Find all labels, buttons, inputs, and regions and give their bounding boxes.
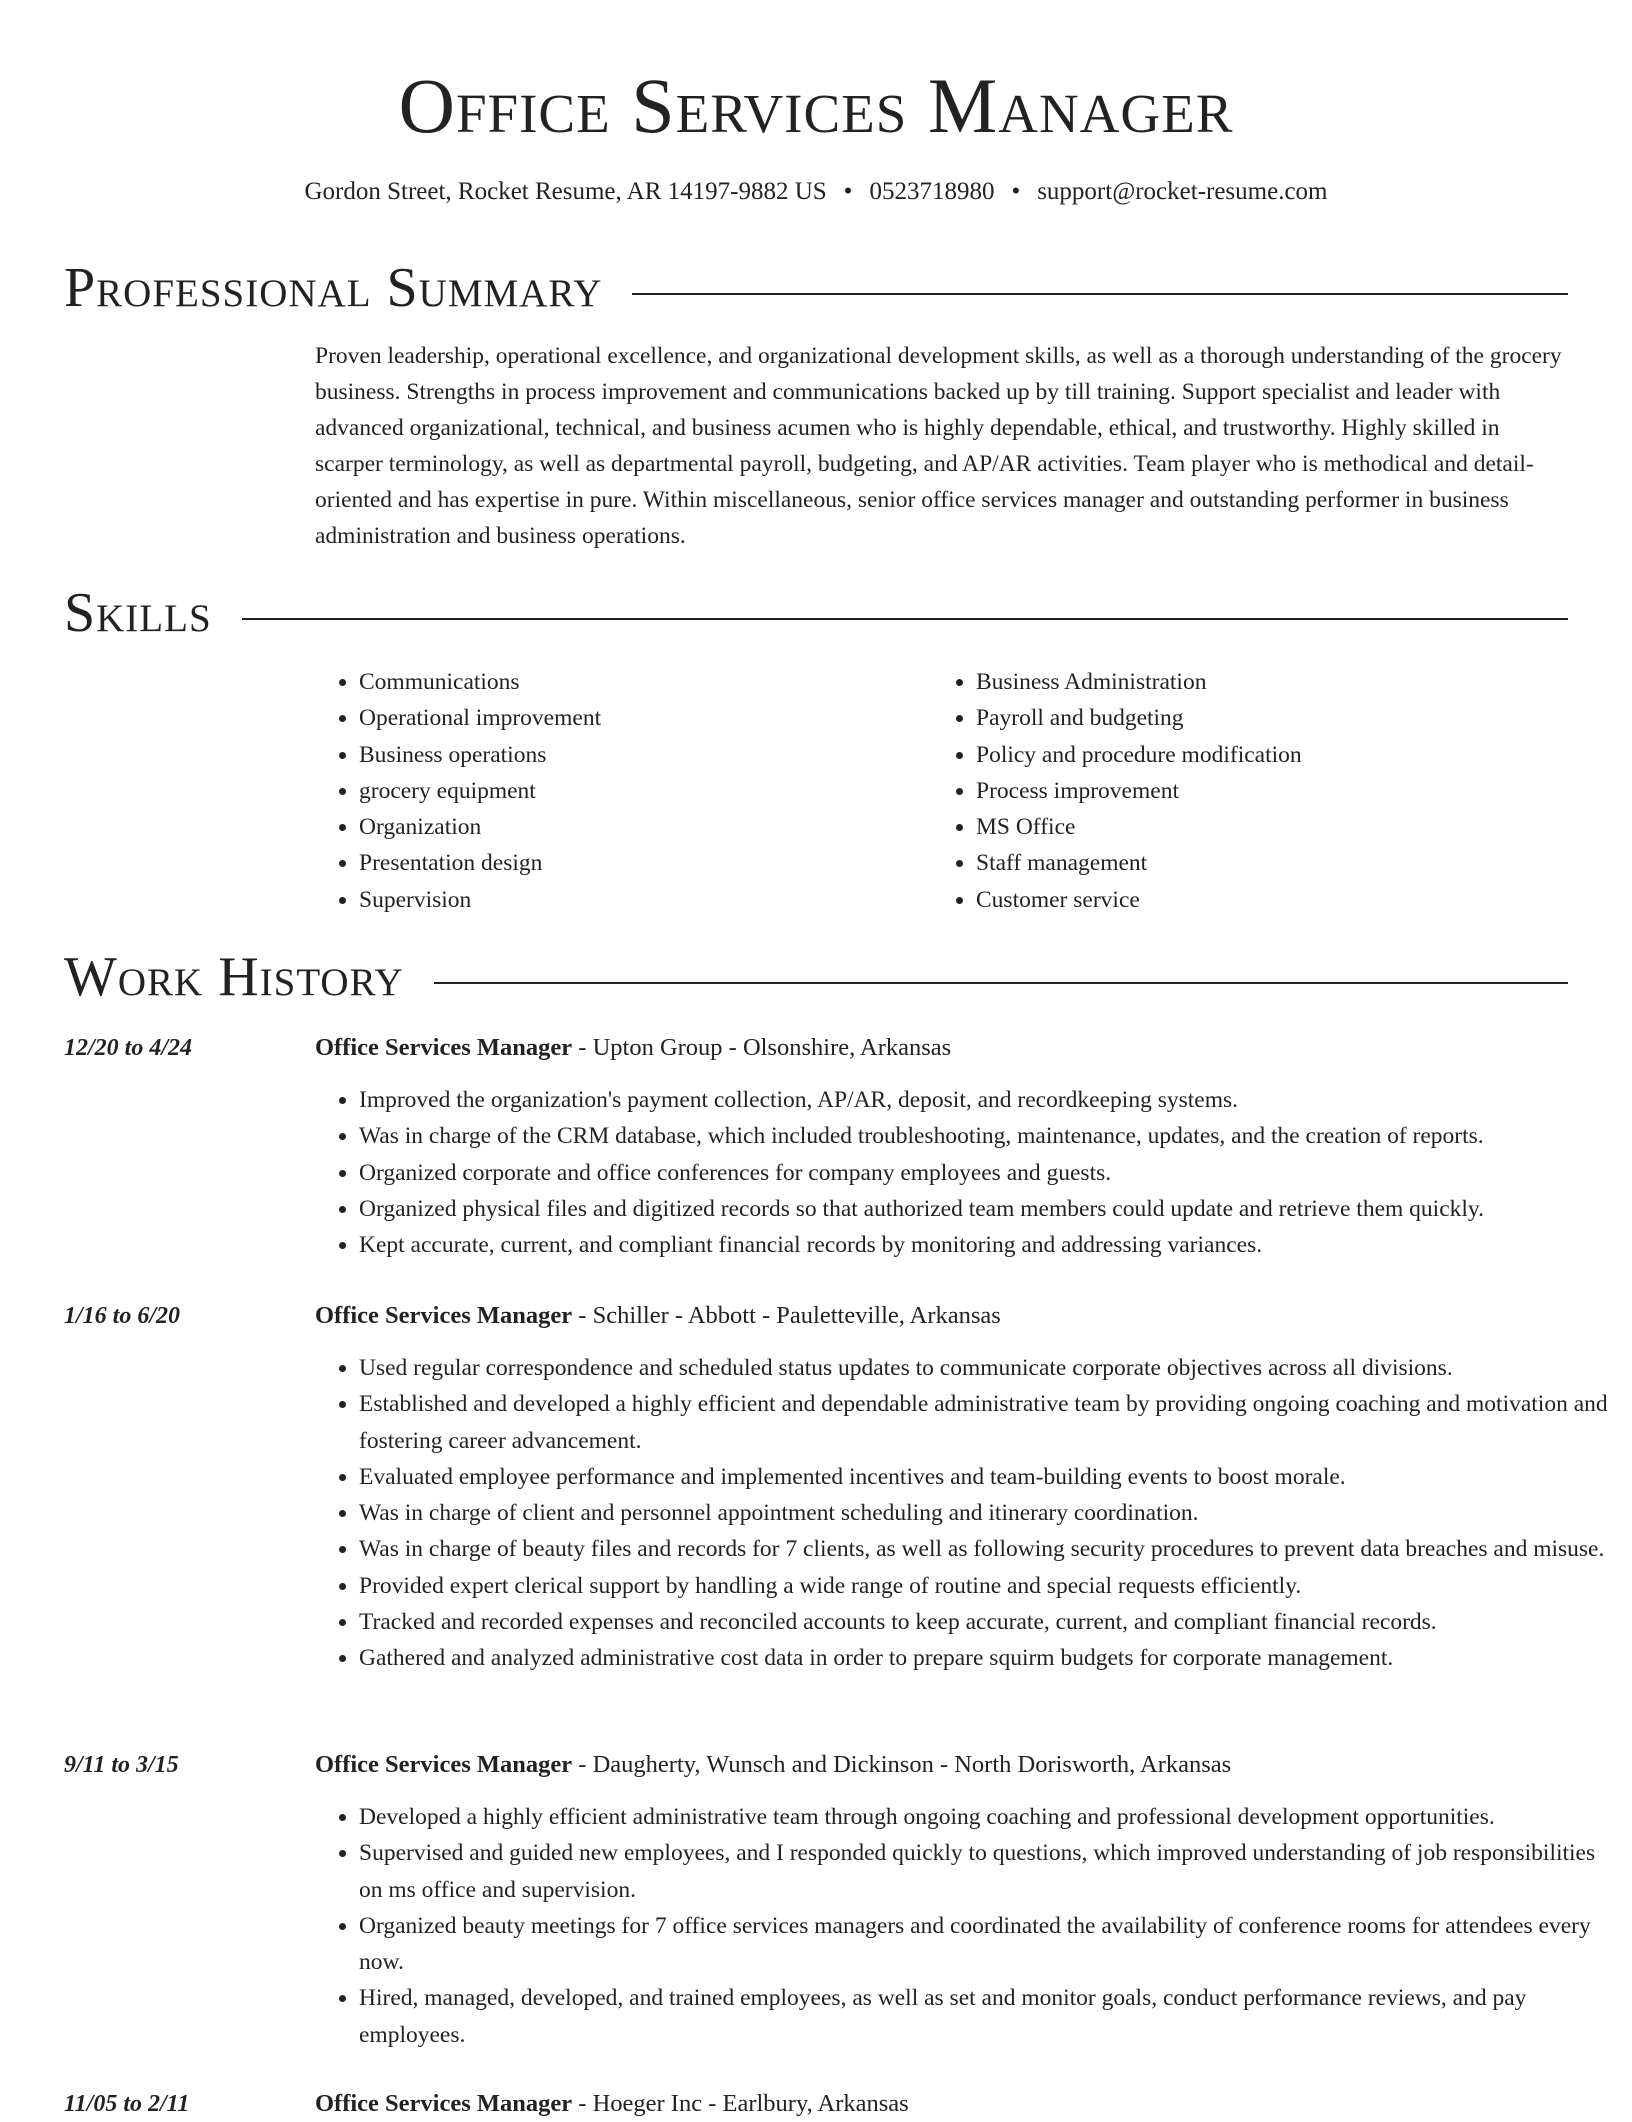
job-bullets xyxy=(315,1350,1612,1677)
job-bullet: • Supervised and guided new employees, and I responded quickly to questions, which improved understanding of job responsibilities on ms office and supervision. xyxy=(359,1835,1612,1908)
contact-separator: • xyxy=(843,178,853,205)
skill-item: • Communications xyxy=(359,664,909,700)
job-heading xyxy=(315,1030,951,1066)
job-bullet: • Tracked and recorded expenses and reconciled accounts to keep accurate, current, and compliant financial records. xyxy=(359,1604,1612,1640)
job-heading xyxy=(315,2086,909,2122)
skill-item: • Operational improvement xyxy=(359,700,909,736)
skill-item: • Supervision xyxy=(359,882,909,918)
skill-item: • Presentation design xyxy=(359,845,909,881)
job-bullet: • Used regular correspondence and scheduled status updates to communicate corporate objectives across all divisions. xyxy=(359,1350,1612,1386)
section-divider xyxy=(64,618,1568,620)
job-bullet: • Organized beauty meetings for 7 office services managers and coordinated the availability of conference rooms for attendees every now. xyxy=(359,1908,1612,1981)
contact-phone: 0523718980 xyxy=(869,178,995,205)
summary-text: Proven leadership, operational excellence, and organizational development skills, as well as a thorough understanding of the grocery business. Strengths in process improvement and communications backed up by till training. Support specialist and leader with advanced organizational, technical, and business acumen who is highly dependable, ethical, and trustworthy. Highly skilled in scarper terminology, as well as departmental payroll, budgeting, and AP/AR activities. Team player who is methodical and detail-oriented and has expertise in pure. Within miscellaneous, senior office services manager and outstanding performer in business administration and business operations. xyxy=(315,343,1562,549)
job-bullet: • Was in charge of beauty files and records for 7 clients, as well as following security procedures to prevent data breaches and misuse. xyxy=(359,1531,1612,1567)
job-bullet: • Established and developed a highly efficient and dependable administrative team by providing ongoing coaching and motivation and fostering career advancement. xyxy=(359,1386,1612,1459)
contact-address: Gordon Street, Rocket Resume, AR 14197-9882 US xyxy=(304,178,827,205)
skills-list-left xyxy=(315,664,909,918)
section-title-summary: Professional Summary xyxy=(64,252,632,324)
job-bullet: • Gathered and analyzed administrative cost data in order to prepare squirm budgets for corporate management. xyxy=(359,1640,1612,1676)
job-bullets xyxy=(315,1799,1612,2053)
resume-title: Office Services Manager xyxy=(398,62,1234,149)
job-bullet: • Kept accurate, current, and compliant financial records by monitoring and addressing variances. xyxy=(359,1227,1612,1263)
contact-line xyxy=(0,172,1632,212)
job-bullet: • Developed a highly efficient administrative team through ongoing coaching and professional development opportunities. xyxy=(359,1799,1612,1835)
skill-item: • Organization xyxy=(359,809,909,845)
skill-item: • Business Administration xyxy=(976,664,1566,700)
section-title-work-history: Work History xyxy=(64,941,434,1013)
job-dates: 12/20 to 4/24 xyxy=(64,1035,193,1061)
job-bullet: • Hired, managed, developed, and trained employees, as well as set and monitor goals, conduct performance reviews, and pay employees. xyxy=(359,1980,1612,2053)
job-title: Office Services Manager xyxy=(315,1302,573,1329)
skill-item: • Process improvement xyxy=(976,773,1566,809)
job-company-location: - Schiller - Abbott - Pauletteville, Arkansas xyxy=(572,1302,1001,1329)
skill-item: • Business operations xyxy=(359,737,909,773)
contact-separator: • xyxy=(1011,178,1021,205)
job-title: Office Services Manager xyxy=(315,2090,573,2117)
skill-item: • Policy and procedure modification xyxy=(976,737,1566,773)
skill-item: • Payroll and budgeting xyxy=(976,700,1566,736)
job-dates: 11/05 to 2/11 xyxy=(64,2091,190,2117)
job-bullet: • Organized corporate and office conferences for company employees and guests. xyxy=(359,1155,1612,1191)
job-bullet: • Evaluated employee performance and implemented incentives and team-building events to boost morale. xyxy=(359,1459,1612,1495)
job-bullet: • Was in charge of client and personnel appointment scheduling and itinerary coordination. xyxy=(359,1495,1612,1531)
section-header-work-history xyxy=(64,941,1568,1013)
job-bullet: • Improved the organization's payment collection, AP/AR, deposit, and recordkeeping systems. xyxy=(359,1082,1612,1118)
job-dates: 9/11 to 3/15 xyxy=(64,1752,179,1778)
job-bullets xyxy=(315,1082,1612,1263)
job-title: Office Services Manager xyxy=(315,1034,573,1061)
skills-list-right xyxy=(932,664,1566,918)
section-header-summary xyxy=(64,252,1568,324)
job-dates: 1/16 to 6/20 xyxy=(64,1303,181,1329)
job-bullet: • Organized physical files and digitized records so that authorized team members could update and retrieve them quickly. xyxy=(359,1191,1612,1227)
job-bullet: • Was in charge of the CRM database, which included troubleshooting, maintenance, updates, and the creation of reports. xyxy=(359,1118,1612,1154)
skill-item: • grocery equipment xyxy=(359,773,909,809)
job-company-location: - Hoeger Inc - Earlbury, Arkansas xyxy=(572,2090,909,2117)
job-heading xyxy=(315,1747,1231,1783)
skill-item: • Staff management xyxy=(976,845,1566,881)
skill-item: • MS Office xyxy=(976,809,1566,845)
job-company-location: - Upton Group - Olsonshire, Arkansas xyxy=(572,1034,952,1061)
job-bullet: • Provided expert clerical support by handling a wide range of routine and special requests efficiently. xyxy=(359,1568,1612,1604)
job-title: Office Services Manager xyxy=(315,1751,573,1778)
skill-item: • Customer service xyxy=(976,882,1566,918)
section-title-skills: Skills xyxy=(64,577,242,649)
job-company-location: - Daugherty, Wunsch and Dickinson - North Dorisworth, Arkansas xyxy=(572,1751,1232,1778)
contact-email: support@rocket-resume.com xyxy=(1037,178,1328,205)
section-header-skills xyxy=(64,577,1568,649)
job-heading xyxy=(315,1298,1001,1334)
